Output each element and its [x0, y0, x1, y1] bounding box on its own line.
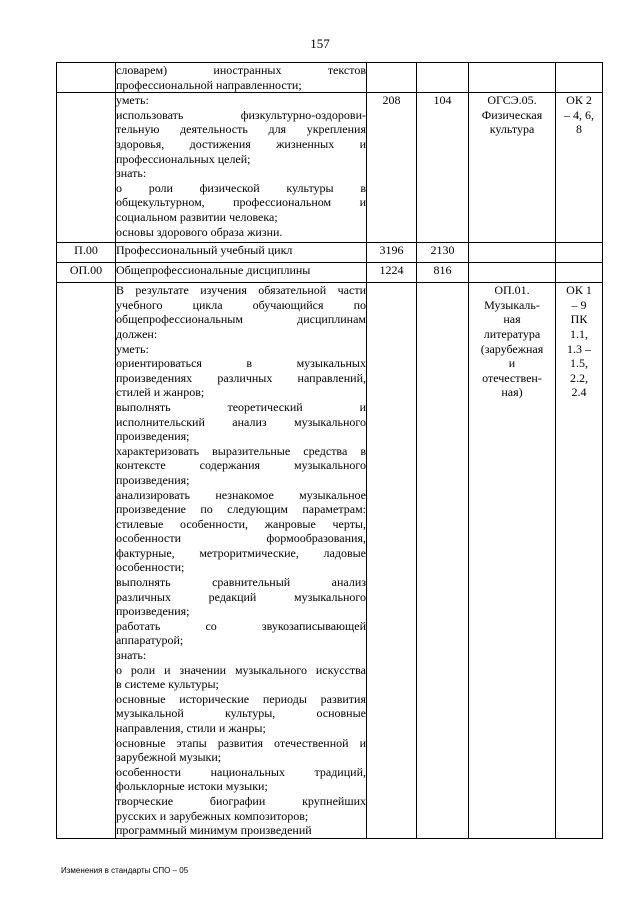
row-description-cell-line: фактурные, метроритмические, ладовые — [116, 545, 366, 560]
row-description-cell — [116, 283, 367, 839]
classroom-load-cell — [417, 283, 469, 839]
row-description-cell-line: зарубежной музыки; — [116, 750, 222, 765]
row-description-cell-line: произведениях различных направлений, — [116, 370, 366, 385]
table-row — [57, 63, 603, 93]
row-code-cell — [57, 93, 116, 243]
discipline-index-cell-line: Музыкаль- — [484, 297, 540, 312]
row-description-cell-line: аппаратурой; — [116, 633, 184, 648]
row-description-cell-line: выполнять сравнительный анализ — [116, 575, 366, 590]
table-row — [57, 243, 603, 263]
row-description-cell-line: ориентироваться в музыкальных — [116, 356, 366, 371]
classroom-load-cell: 2130 — [417, 243, 469, 263]
competencies-cell-line: 1.1, — [570, 326, 588, 341]
competencies-cell-line: 1.3 – — [567, 341, 591, 356]
row-description-cell-line: произведения; — [116, 604, 190, 619]
row-description-cell-line: профессиональной направленности; — [116, 77, 302, 92]
row-description-cell-line: произведение по следующим параметрам: — [116, 502, 366, 517]
row-code-cell — [57, 63, 116, 93]
footer-note: Изменения в стандарты СПО – 05 — [61, 866, 189, 875]
row-description-cell — [116, 93, 367, 243]
classroom-load-cell: 816 — [417, 263, 469, 283]
row-description-cell-line: должен: — [116, 326, 158, 341]
discipline-index-cell-line: ная — [503, 312, 521, 327]
row-description-cell-line: стилей и жанров; — [116, 385, 205, 400]
row-description-cell-line: Общепрофессиональные дисциплины — [116, 263, 311, 278]
row-description-cell-line: В результате изучения обязательной части — [116, 283, 366, 298]
row-description-cell-line: характеризовать выразительные средства в — [116, 443, 366, 458]
competencies-cell-line: 2.2, — [570, 370, 588, 385]
table-row — [57, 283, 603, 839]
discipline-index-cell — [469, 93, 556, 243]
row-description-cell-line: анализировать незнакомое музыкальное — [116, 487, 366, 502]
competencies-cell — [556, 93, 603, 243]
competencies-cell-line: 2.4 — [571, 385, 587, 400]
row-description-cell-line: особенности; — [116, 560, 185, 575]
row-description-cell-line: словарем) иностранных текстов — [116, 63, 366, 77]
discipline-index-cell-line: ОП.01. — [494, 283, 530, 298]
row-description-cell-line: о роли физической культуры в — [116, 180, 366, 195]
row-description-cell-line: общекультурном, профессиональном и — [116, 195, 366, 210]
table-row — [57, 93, 603, 243]
competencies-cell — [556, 283, 603, 839]
competencies-cell-line: 1.5, — [570, 356, 588, 371]
max-load-cell — [367, 283, 417, 839]
discipline-index-cell — [469, 243, 556, 263]
page-number: 157 — [310, 36, 330, 51]
discipline-index-cell-line: литература — [483, 326, 541, 341]
competencies-cell-line: 8 — [576, 122, 582, 137]
curriculum-table — [56, 62, 603, 839]
discipline-index-cell-line: ОГСЭ.05. — [487, 93, 537, 108]
row-description-cell-line: знать: — [116, 166, 147, 181]
classroom-load-cell — [417, 63, 469, 93]
discipline-index-cell — [469, 63, 556, 93]
discipline-index-cell — [469, 283, 556, 839]
discipline-index-cell-line: Физическая — [481, 107, 543, 122]
max-load-cell — [367, 63, 417, 93]
row-description-cell-line: социальном развитии человека; — [116, 209, 278, 224]
row-description-cell-line: фольклорные истоки музыки; — [116, 779, 268, 794]
row-description-cell-line: различных редакций музыкального — [116, 589, 366, 604]
row-code-cell: П.00 — [57, 243, 116, 263]
row-description-cell-line: здоровья, достижения жизненных и — [116, 136, 366, 151]
row-description-cell — [116, 63, 367, 93]
row-description-cell-line: работать со звукозаписывающей — [116, 618, 366, 633]
row-description-cell-line: профессиональных целей; — [116, 151, 251, 166]
row-description-cell-line: уметь: — [116, 341, 149, 356]
row-description-cell-line: контексте содержания музыкального — [116, 458, 366, 473]
row-description-cell-line: произведения; — [116, 429, 190, 444]
row-description-cell-line: исполнительский анализ музыкального — [116, 414, 366, 429]
row-description-cell-line: творческие биографии крупнейших — [116, 793, 366, 808]
row-code-cell — [57, 283, 116, 839]
row-description-cell-line: основные этапы развития отечественной и — [116, 735, 366, 750]
max-load-cell: 1224 — [367, 263, 417, 283]
row-description-cell — [116, 243, 367, 263]
competencies-cell-line: ОК 2 — [566, 93, 592, 108]
competencies-cell — [556, 63, 603, 93]
max-load-cell: 208 — [367, 93, 417, 243]
row-description-cell-line: уметь: — [116, 93, 149, 108]
row-code-cell: ОП.00 — [57, 263, 116, 283]
row-description-cell-line: использовать физкультурно-оздорови- — [116, 107, 366, 122]
discipline-index-cell-line: ная) — [501, 385, 523, 400]
classroom-load-cell: 104 — [417, 93, 469, 243]
competencies-cell-line: – 4, 6, — [564, 107, 594, 122]
row-description-cell-line: основы здорового образа жизни. — [116, 224, 283, 239]
row-description-cell-line: тельную деятельность для укрепления — [116, 122, 366, 137]
discipline-index-cell — [469, 263, 556, 283]
competencies-cell — [556, 263, 603, 283]
row-description-cell — [116, 263, 367, 283]
row-description-cell-line: особенности национальных традиций, — [116, 764, 366, 779]
discipline-index-cell-line: культура — [489, 122, 535, 137]
competencies-cell-line: – 9 — [571, 297, 587, 312]
row-description-cell-line: в системе культуры; — [116, 677, 219, 692]
competencies-cell-line: ОК 1 — [566, 283, 592, 298]
table-row — [57, 263, 603, 283]
row-description-cell-line: русских и зарубежных композиторов; — [116, 808, 309, 823]
competencies-cell-line: ПК — [570, 312, 588, 327]
discipline-index-cell-line: (зарубежная — [480, 341, 544, 356]
row-description-cell-line: стилевые особенности, жанровые черты, — [116, 516, 366, 531]
discipline-index-cell-line: отечествен- — [482, 370, 542, 385]
row-description-cell-line: учебного цикла обучающийся по — [116, 297, 366, 312]
row-description-cell-line: произведения; — [116, 472, 190, 487]
row-description-cell-line: направления, стили и жанры; — [116, 721, 266, 735]
row-description-cell-line: о роли и значении музыкального искусства — [116, 662, 366, 677]
row-description-cell-line: знать: — [116, 648, 147, 663]
row-description-cell-line: основные исторические периоды развития — [116, 691, 366, 706]
row-description-cell-line: музыкальной культуры, основные — [116, 706, 366, 721]
discipline-index-cell-line: и — [508, 356, 516, 371]
row-description-cell-line: особенности формообразования, — [116, 531, 366, 546]
max-load-cell: 3196 — [367, 243, 417, 263]
row-description-cell-line: программный минимум произведений — [116, 823, 312, 838]
row-description-cell-line: Профессиональный учебный цикл — [116, 243, 293, 258]
competencies-cell — [556, 243, 603, 263]
row-description-cell-line: общепрофессиональным дисциплинам — [116, 312, 366, 327]
row-description-cell-line: выполнять теоретический и — [116, 399, 366, 414]
